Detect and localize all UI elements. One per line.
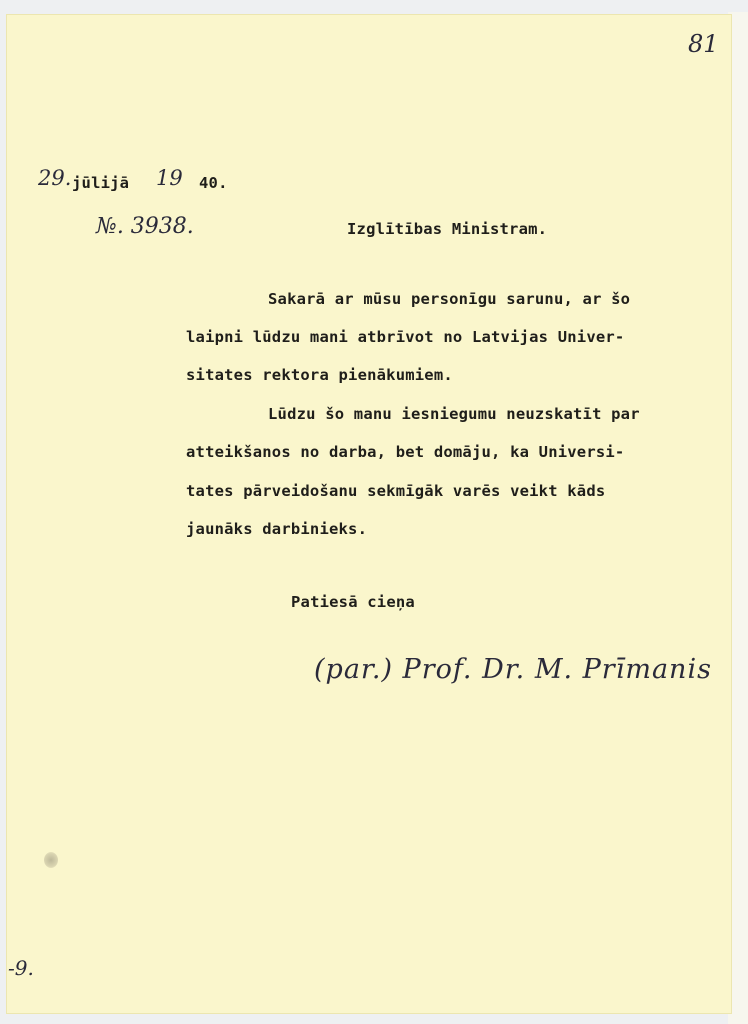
date-year-handwritten: 19: [156, 166, 183, 190]
reference-number: №. 3938.: [96, 214, 194, 239]
document-page: [6, 14, 732, 1014]
body-line: Lūdzu šo manu iesniegumu neuzskatīt par: [268, 405, 640, 423]
body-line: tates pārveidošanu sekmīgāk varēs veikt kāds: [186, 482, 606, 500]
page-number: 81: [688, 30, 719, 58]
ink-blot: [44, 852, 58, 868]
margin-note: -9.: [8, 956, 34, 980]
body-line: atteikšanos no darba, bet domāju, ka Universi-: [186, 443, 625, 461]
body-line: laipni lūdzu mani atbrīvot no Latvijas Univer-: [186, 328, 625, 346]
signature: (par.) Prof. Dr. M. Prīmanis: [314, 654, 712, 685]
closing: Patiesā cieņa: [291, 593, 415, 611]
date-year-typed: 40.: [199, 174, 228, 192]
body-line: sitates rektora pienākumiem.: [186, 366, 453, 384]
body-line: Sakarā ar mūsu personīgu sarunu, ar šo: [268, 290, 631, 308]
date-day: 29.: [38, 166, 72, 190]
addressee: Izglītības Ministram.: [347, 220, 548, 238]
date-month: jūlijā: [72, 174, 130, 192]
body-line: jaunāks darbinieks.: [186, 520, 368, 538]
